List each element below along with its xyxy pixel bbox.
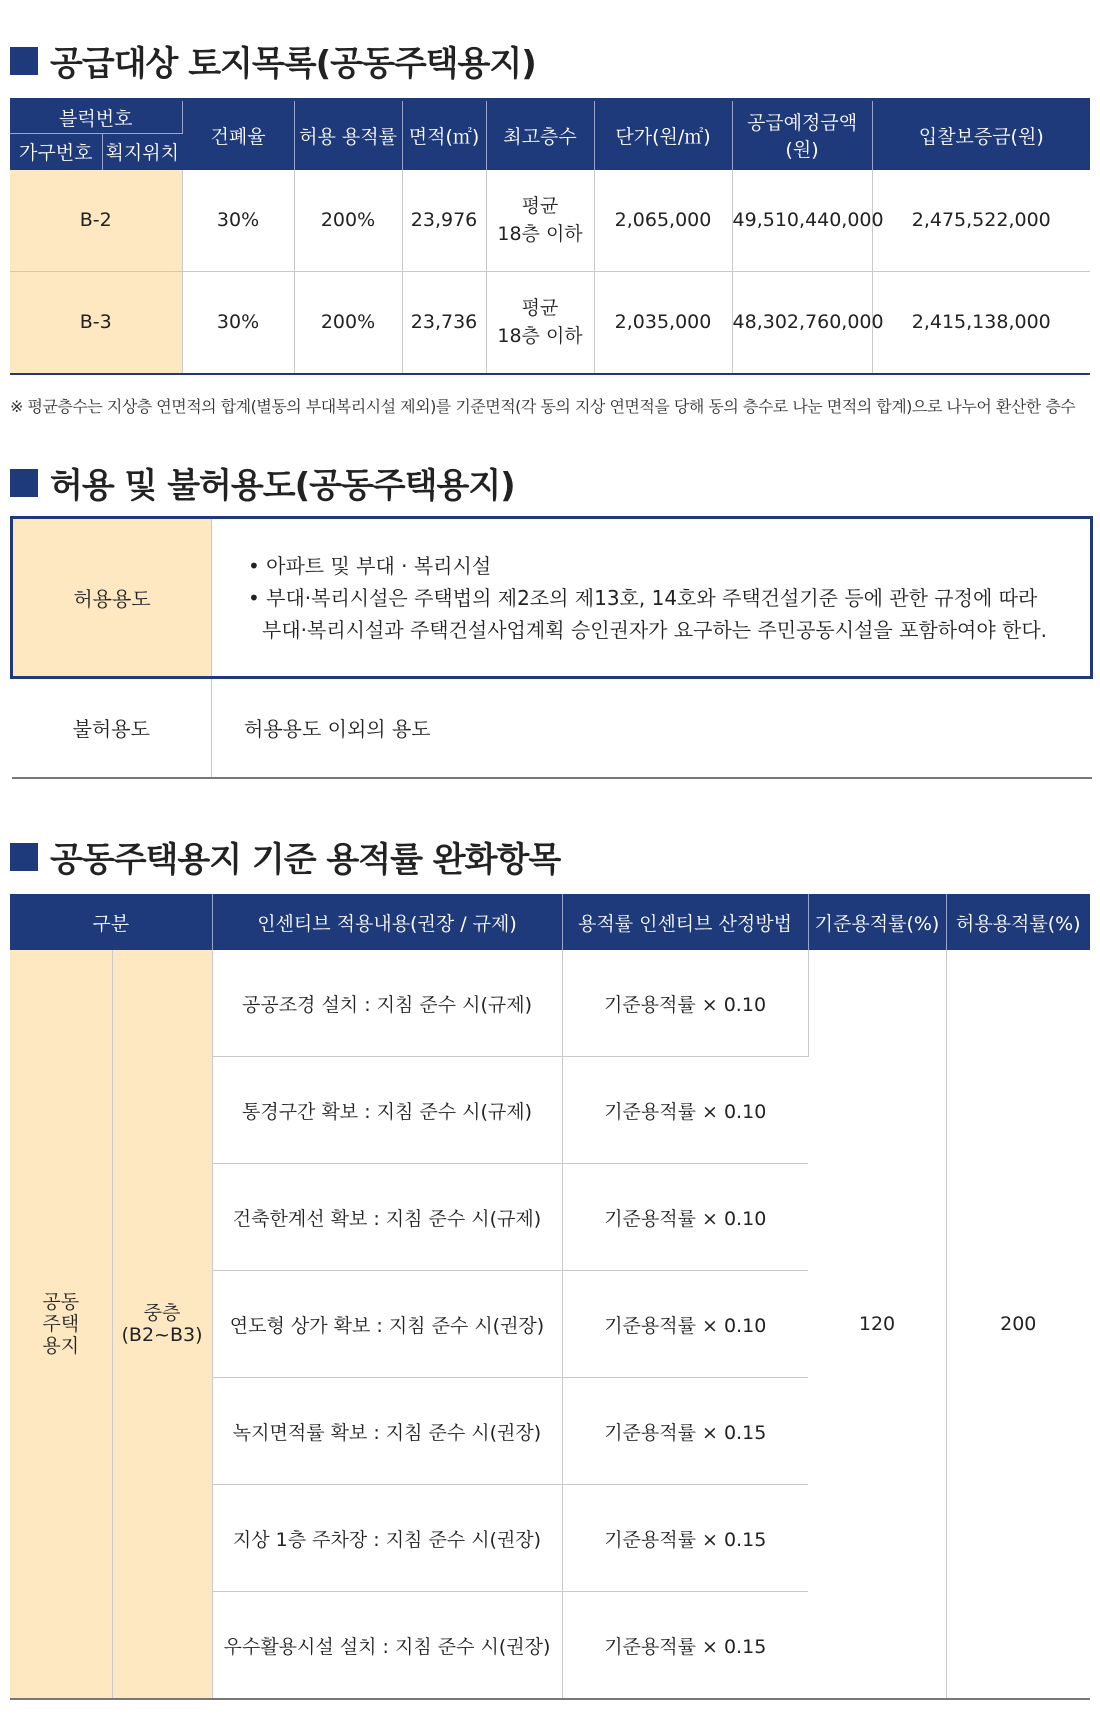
cell-coverage: 30%: [182, 170, 294, 272]
section1-title-text: 공급대상 토지목록(공동주택용지): [50, 44, 536, 84]
allowed-line-3: 부대·복리시설과 주택건설사업계획 승인권자가 요구하는 주민공동시설을 포함하여야 한다.: [262, 617, 1048, 642]
section3-title: [10, 832, 560, 881]
allowed-label: 허용용도: [12, 518, 212, 678]
cell-far: 200%: [294, 272, 402, 374]
header-far: 허용 용적률: [294, 100, 402, 170]
header-area: 면적(㎡): [402, 100, 486, 170]
allowed-content: [212, 518, 1092, 678]
cell-unit-price: 2,065,000: [594, 170, 732, 272]
cell-area: 23,736: [402, 272, 486, 374]
cell-incentive: 공공조경 설치 : 지침 준수 시(규제): [212, 950, 562, 1057]
cell-incentive: 건축한계선 확보 : 지침 준수 시(규제): [212, 1164, 562, 1271]
cell-far: 200%: [294, 170, 402, 272]
allowed-row: [12, 518, 1092, 678]
section2-title: [10, 458, 515, 507]
cell-allowed-far: 200: [946, 950, 1090, 1699]
floors-line2: 18층 이하: [497, 223, 583, 246]
cell-incentive: 통경구간 확보 : 지침 준수 시(규제): [212, 1057, 562, 1164]
floors-line2: 18층 이하: [497, 325, 583, 348]
square-bullet-icon: [10, 469, 38, 497]
section3-title-text: 공동주택용지 기준 용적률 완화항목: [50, 840, 561, 880]
header-household: 가구번호: [10, 134, 102, 170]
section1-title: [10, 36, 536, 85]
floors-line1: 평균: [521, 297, 559, 320]
cell-supply-price: 49,510,440,000: [732, 170, 872, 272]
table-row: [10, 950, 1090, 1057]
header-floors: 최고층수: [486, 100, 594, 170]
cell-incentive: 지상 1층 주차장 : 지침 준수 시(권장): [212, 1485, 562, 1592]
header-incentive: 인센티브 적용내용(권장 / 규제): [212, 894, 562, 950]
category-line3: 용지: [42, 1335, 80, 1357]
square-bullet-icon: [10, 843, 38, 871]
allowed-line-2: • 부대·복리시설은 주택법의 제2조의 제13호, 14호와 주택건설기준 등에 관한 규정에 따라: [248, 585, 1038, 610]
cell-method: 기준용적률 × 0.15: [562, 1378, 808, 1485]
header-allowed-far: 허용용적률(%): [946, 894, 1090, 950]
floors-line1: 평균: [521, 195, 559, 218]
section2-title-text: 허용 및 불허용도(공동주택용지): [50, 466, 515, 506]
cell-base-far: 120: [808, 950, 946, 1699]
cell-unit-price: 2,035,000: [594, 272, 732, 374]
header-method: 용적률 인센티브 산정방법: [562, 894, 808, 950]
cell-area: 23,976: [402, 170, 486, 272]
denied-label: 불허용도: [12, 678, 212, 778]
header-lot: 획지위치: [102, 134, 182, 170]
cell-floors: [486, 272, 594, 374]
cell-deposit: 2,475,522,000: [872, 170, 1090, 272]
floor-note: ※ 평균층수는 지상층 연면적의 합계(별동의 부대복리시설 제외)를 기준면적(각 동의 지상 연면적을 당해 동의 층수로 나눈 면적의 합계)으로 나누어 환산한 층수: [10, 397, 1076, 416]
category-cell: [10, 950, 112, 1699]
header-base-far: 기준용적률(%): [808, 894, 946, 950]
cell-floors: [486, 170, 594, 272]
cell-supply-price: 48,302,760,000: [732, 272, 872, 374]
cell-method: 기준용적률 × 0.10: [562, 1057, 808, 1164]
category-line2: 주택: [42, 1313, 80, 1335]
cell-method: 기준용적률 × 0.10: [562, 1271, 808, 1378]
denied-row: [12, 678, 1092, 778]
use-table: [10, 516, 1093, 779]
cell-block: B-3: [10, 272, 182, 374]
cell-coverage: 30%: [182, 272, 294, 374]
header-category: 구분: [10, 894, 212, 950]
subcategory-line2: (B2~B3): [121, 1324, 203, 1346]
cell-block: B-2: [10, 170, 182, 272]
land-supply-table: [10, 98, 1090, 375]
cell-method: 기준용적률 × 0.10: [562, 1164, 808, 1271]
cell-method: 기준용적률 × 0.15: [562, 1592, 808, 1700]
cell-incentive: 우수활용시설 설치 : 지침 준수 시(권장): [212, 1592, 562, 1700]
header-unit-price: 단가(원/㎡): [594, 100, 732, 170]
subcategory-cell: [112, 950, 212, 1699]
square-bullet-icon: [10, 47, 38, 75]
cell-incentive: 녹지면적률 확보 : 지침 준수 시(권장): [212, 1378, 562, 1485]
cell-method: 기준용적률 × 0.10: [562, 950, 808, 1057]
cell-method: 기준용적률 × 0.15: [562, 1485, 808, 1592]
header-deposit: 입찰보증금(원): [872, 100, 1090, 170]
far-relaxation-table: [10, 894, 1090, 1700]
header-coverage: 건폐율: [182, 100, 294, 170]
allowed-line-1: • 아파트 및 부대 · 복리시설: [248, 553, 492, 578]
cell-deposit: 2,415,138,000: [872, 272, 1090, 374]
category-line1: 공동: [42, 1291, 80, 1313]
header-row: [10, 894, 1090, 950]
header-supply-price: 공급예정금액(원): [732, 100, 872, 170]
denied-content: 허용용도 이외의 용도: [212, 678, 1092, 778]
header-block: 블럭번호: [10, 100, 182, 134]
cell-incentive: 연도형 상가 확보 : 지침 준수 시(권장): [212, 1271, 562, 1378]
subcategory-line1: 중층: [143, 1302, 181, 1324]
table-row: [10, 170, 1090, 272]
table-row: [10, 272, 1090, 374]
